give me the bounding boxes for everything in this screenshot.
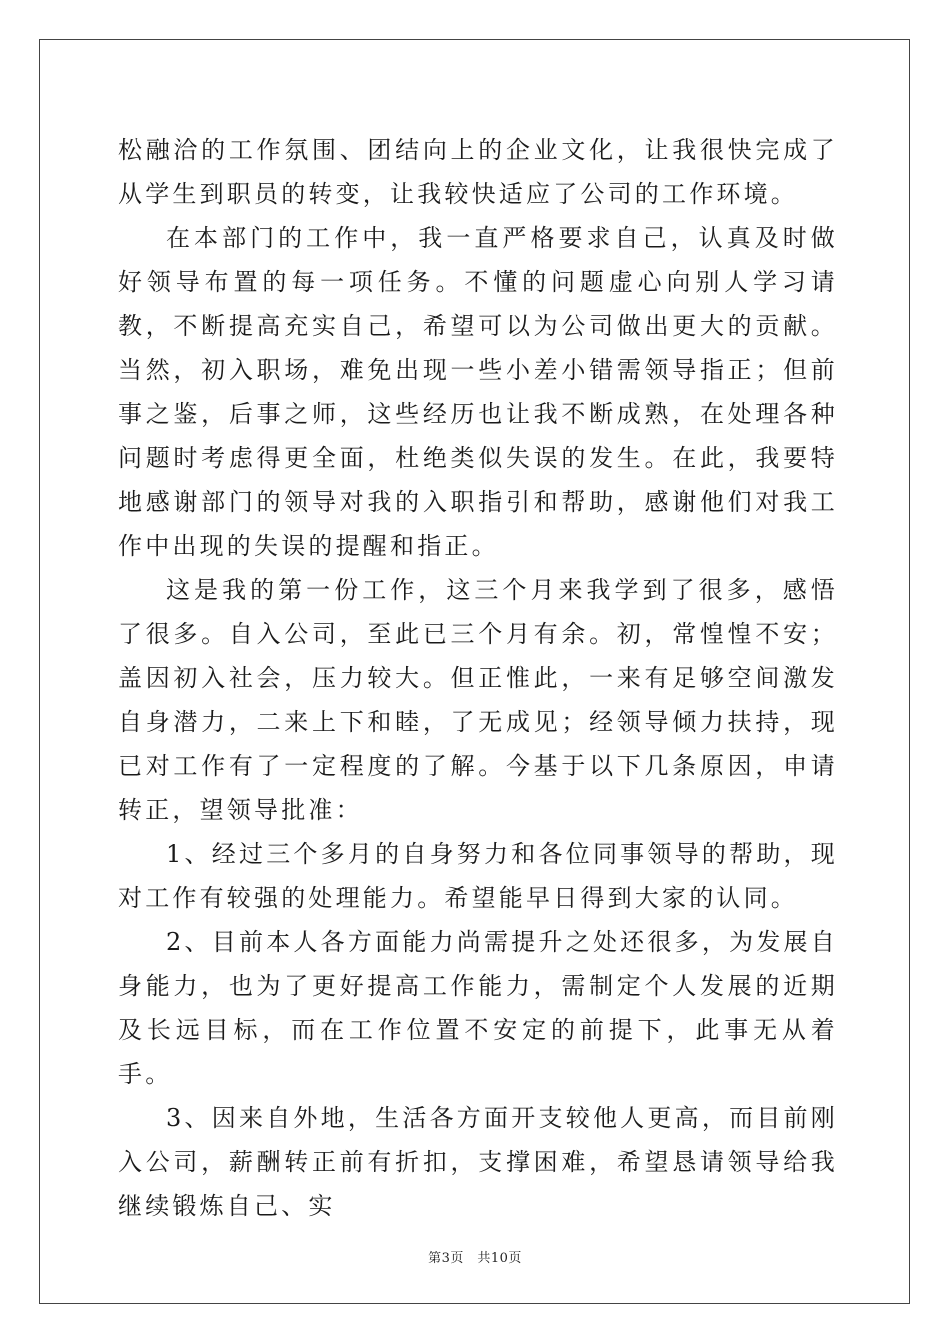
page-number-footer: 第3页 共10页 [428,1251,522,1266]
document-body [118,128,838,1228]
paragraph-continuation: 松融洽的工作氛围、团结向上的企业文化，让我很快完成了从学生到职员的转变，让我较快适应了公司的工作环境。 [118,136,838,208]
paragraph: 在本部门的工作中，我一直严格要求自己，认真及时做好领导布置的每一项任务。不懂的问题虚心向别人学习请教，不断提高充实自己，希望可以为公司做出更大的贡献。当然，初入职场，难免出现一些小差小错需领导指正；但前事之鉴，后事之师，这些经历也让我不断成熟，在处理各种问题时考虑得更全面，杜绝类似失误的发生。在此，我要特地感谢部门的领导对我的入职指引和帮助，感谢他们对我工作中出现的失误的提醒和指正。 [118,224,838,560]
list-item-1: 1、经过三个多月的自身努力和各位同事领导的帮助，现对工作有较强的处理能力。希望能早日得到大家的认同。 [118,840,838,912]
paragraph: 这是我的第一份工作，这三个月来我学到了很多，感悟了很多。自入公司，至此已三个月有余。初，常惶惶不安；盖因初入社会，压力较大。但正惟此，一来有足够空间激发自身潜力，二来上下和睦，了无成见；经领导倾力扶持，现已对工作有了一定程度的了解。今基于以下几条原因，申请转正，望领导批准： [118,576,838,824]
list-item-2: 2、目前本人各方面能力尚需提升之处还很多，为发展自身能力，也为了更好提高工作能力，需制定个人发展的近期及长远目标，而在工作位置不安定的前提下，此事无从着手。 [118,928,838,1088]
list-item-3: 3、因来自外地，生活各方面开支较他人更高，而目前刚入公司，薪酬转正前有折扣，支撑困难，希望恳请领导给我继续锻炼自己、实 [118,1104,838,1220]
